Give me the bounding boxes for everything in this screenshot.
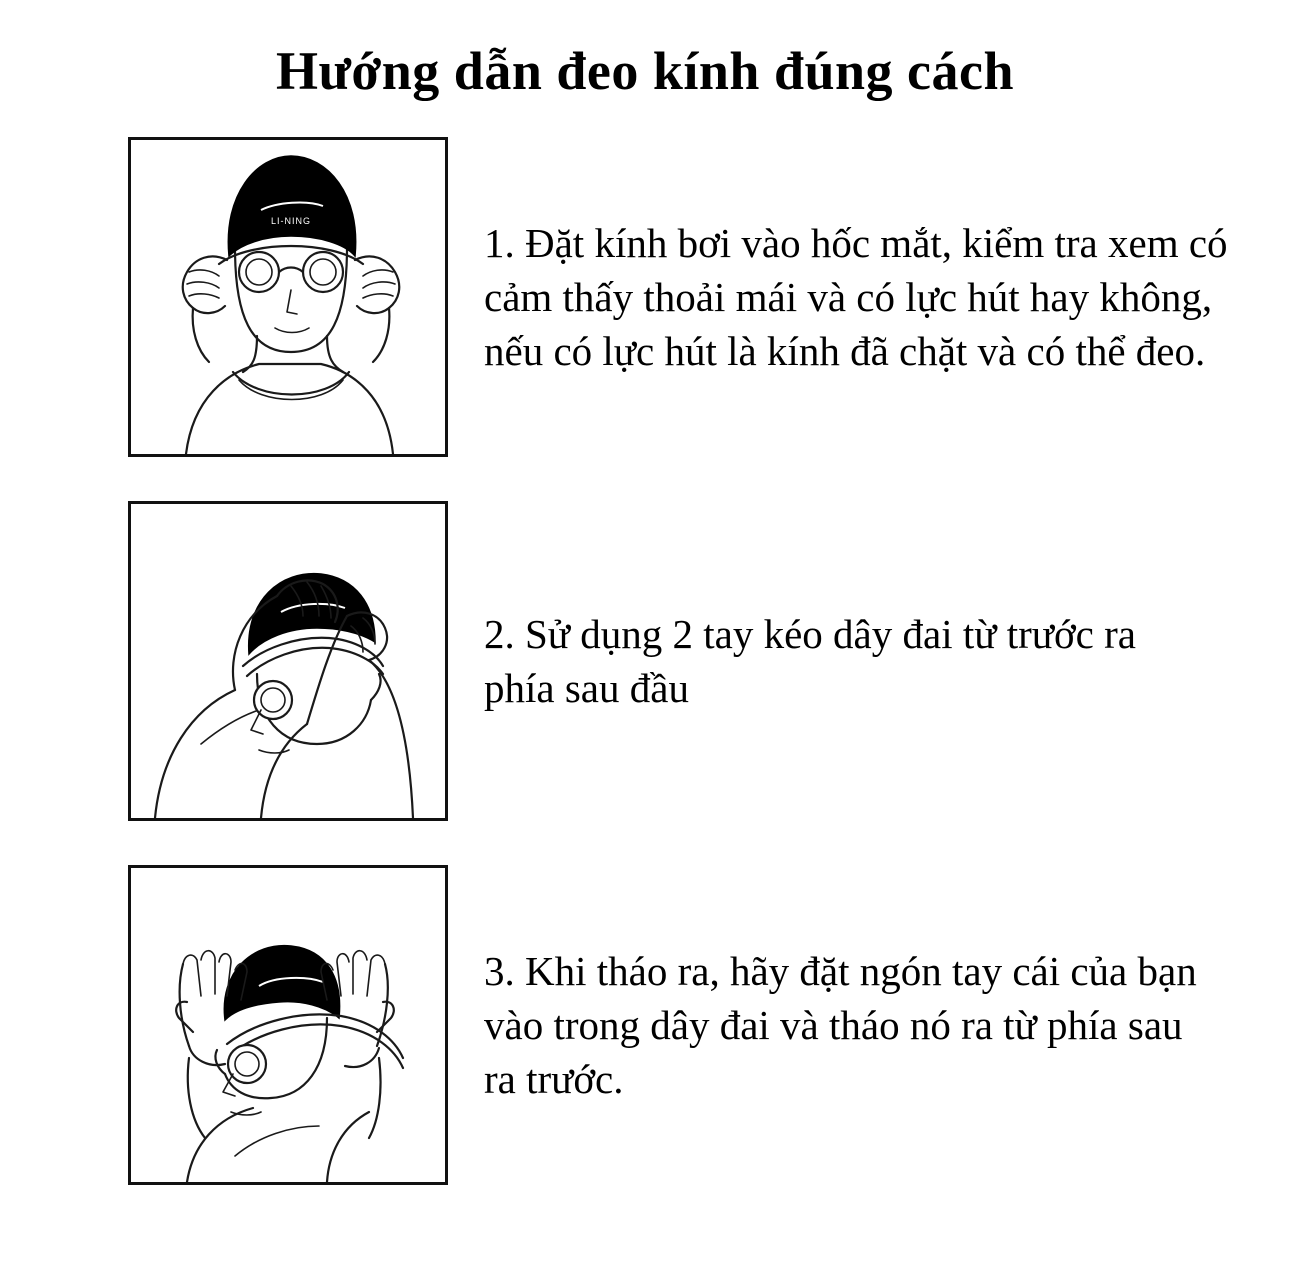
step-item	[0, 137, 1290, 457]
step-text: 3. Khi tháo ra, hãy đặt ngón tay cái của bạn vào trong dây đai và tháo nó ra từ phía sau ra trước.	[484, 948, 1197, 1103]
page-title: Hướng dẫn đeo kính đúng cách	[275, 41, 1015, 101]
step-item	[0, 865, 1290, 1185]
step-text: 2. Sử dụng 2 tay kéo dây đai từ trước ra phía sau đầu	[484, 611, 1136, 712]
step-text: 1. Đặt kính bơi vào hốc mắt, kiểm tra xem có cảm thấy thoải mái và có lực hút hay không, nếu có lực hút là kính đã chặt và có thể đeo.	[484, 220, 1228, 375]
svg-text:LI-NING: LI-NING	[271, 216, 312, 227]
steps-list	[0, 137, 1290, 1185]
step-item	[0, 501, 1290, 821]
figure-swimmer-placing-goggles	[128, 137, 448, 457]
figure-swimmer-pulling-strap	[128, 501, 448, 821]
figure-swimmer-removing-goggles	[128, 865, 448, 1185]
